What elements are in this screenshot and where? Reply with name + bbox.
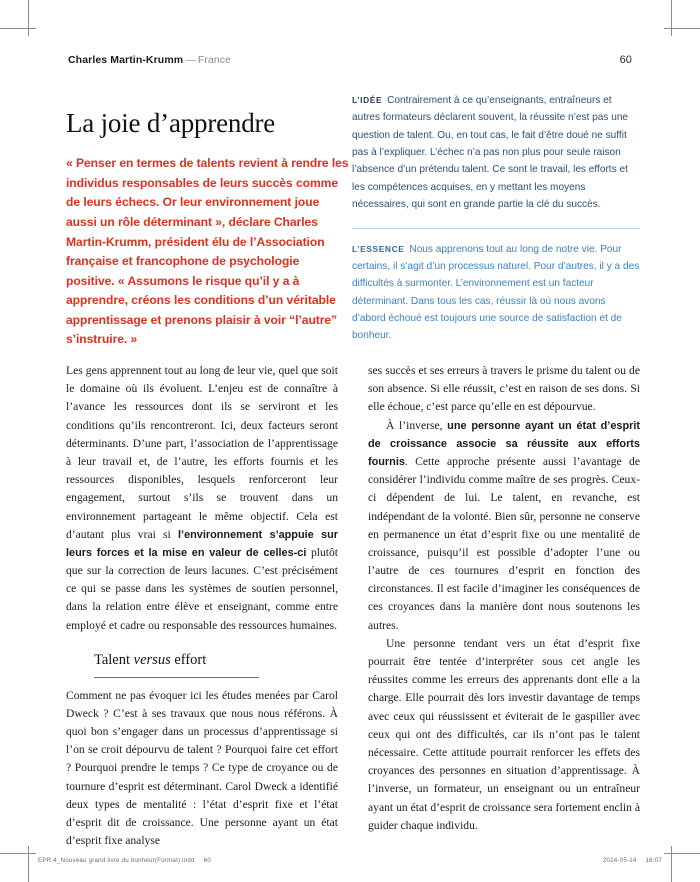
infobox-idee-paragraph [352, 92, 640, 214]
page-title: La joie d’apprendre [66, 108, 276, 138]
page-folio: 60 [619, 54, 632, 66]
paragraph-1-emphasis: l’environnement s’appuie sur leurs forces et la mise en valeur de celles-ci [66, 528, 339, 559]
paragraph-4 [368, 417, 640, 635]
infobox-essence-kicker: L’ESSENCE [352, 243, 405, 254]
running-head-left [68, 54, 231, 66]
crop-mark-bottom-right-vertical [671, 846, 672, 882]
crop-mark-top-right-vertical [671, 0, 672, 36]
paragraph-5: Une personne tendant vers un état d’esprit fixe pourrait être tentée d’interpréter sous cet angle les réussites comme les erreurs des apprenants dont elle a la charge. Elle pourrait dès lors investir davantage de temps avec ceux qui réussissent et éviterait de le gaspiller avec ceux qui ont des difficultés, car ils n’ont pas le talent nécessaire. Cette attitude pourrait renforcer les effets des croyances des personnes en situation d’apprentissage. À l’inverse, un formateur, un enseignant ou un entraîneur ayant un état d’esprit de croissance sera fortement enclin à guider chaque individu. [368, 636, 640, 832]
section-heading-part-a: Talent [94, 651, 134, 668]
print-slug [38, 857, 662, 864]
running-head [68, 54, 632, 70]
crop-mark-top-left-vertical [28, 0, 29, 36]
body-column-left [66, 362, 339, 848]
infobox-essence-paragraph [352, 241, 640, 345]
paragraph-4-part-a: À l’inverse, [386, 418, 448, 432]
running-head-author: Charles Martin-Krumm [68, 54, 184, 66]
section-heading-block [66, 649, 338, 678]
infobox-idee [352, 92, 640, 214]
paragraph-2: Comment ne pas évoquer ici les études menées par Carol Dweck ? C’est à ses travaux que nous nous référons. À quoi bon s’engager dans un processus d’apprentissage si l’on se croit dépourvu de talent ? Pourquoi faire cet effort ? Pourquoi prendre le temps ? Ce type de croyance ou de tournure d’esprit est déterminant. Carol Dweck a identifié deux types de mentalité : l’état d’esprit fixe et l’état d’esprit dit de croissance. Une personne ayant un état d’esprit fixe analyse [66, 688, 338, 848]
print-slug-page: 60 [203, 857, 211, 864]
running-head-dash: — [185, 54, 196, 66]
print-slug-time: 16:07 [645, 857, 662, 864]
crop-mark-bottom-left-horizontal [0, 853, 36, 854]
running-head-country: France [197, 54, 232, 66]
infobox-divider [352, 228, 640, 229]
paragraph-3: ses succès et ses erreurs à travers le prisme du talent ou de son absence. Si elle réussit, c’est en raison de ses dons. Si elle échoue, c’est parce qu’elle en est dépourvue. [368, 364, 640, 414]
crop-mark-top-right-horizontal [664, 28, 700, 29]
infobox-idee-kicker: L’IDÉE [352, 95, 383, 105]
article-standfirst: « Penser en termes de talents revient à rendre les individus responsables de leurs succès comme de leurs échecs. Or leur environnement joue aussi un rôle déterminant », déclare Charles Martin-Krumm, président élu de l’Association française et francophone de psychologie positive. « Assumons le risque qu’il y a à apprendre, créons les conditions d’un véritable apprentissage et prenons plaisir à voir “l’autre” s’instruire. » [66, 156, 349, 347]
print-slug-filename: EPR 4_Nouveau grand livre du bonheur(Format).indd [38, 857, 195, 864]
paragraph-4-emphasis: une personne ayant un état d’esprit de croissance associe sa réussite aux efforts fournis [368, 419, 640, 468]
crop-mark-top-left-horizontal [0, 28, 36, 29]
paragraph-1 [66, 362, 338, 635]
section-heading [94, 649, 338, 672]
infobox-essence [352, 241, 640, 345]
print-slug-right [594, 857, 662, 864]
paragraph-1-part-c: plutôt que sur la correction de leurs lacunes. C’est précisément ce qui se passe dans les systèmes de soutien personnel, dans la relation entre élève et enseignant, comme entre employé et cadre ou responsable des ressources humaines. [66, 545, 338, 632]
section-heading-rule [94, 677, 259, 678]
print-slug-left [38, 857, 220, 864]
body-columns [66, 362, 640, 848]
print-slug-date: 2024-05-14 [602, 857, 637, 864]
infobox-idee-text: Contrairement à ce qu’enseignants, entraîneurs et autres formateurs déclarent souvent, la réussite n’est pas une question de talent. Ou, en tout cas, le fait d’être doué ne suffit pas à l’expliquer. L’échec n’a pas non plus pour seule raison l’absence d’un prétendu talent. Ce sont le travail, les efforts et les compétences acquises, en y mettant les moyens nécessaires, qui sont en grande partie la clé du succès. [352, 95, 629, 211]
paragraph-1-part-a: Les gens apprennent tout au long de leur vie, quel que soit le domaine où ils évoluent. L’enjeu est de connaître à l’avance les ressources dont ils se serviront et les conditions qu’ils rencontreront. Ici, deux facteurs seront déterminants. D’une part, l’association de l’apprentissage à leur travail et, de l’autre, les efforts fournis et les ressources disponibles, lesquels renforceront leur engagement, surtout s’ils se trouvent dans un environnement partageant le même objectif. Cela est d’autant plus vrai si [66, 364, 338, 541]
article-header [66, 108, 349, 350]
infobox-essence-text: Nous apprenons tout au long de notre vie. Pour certains, il s’agit d’un processus naturel. Pour d’autres, il y a des difficultés à surmonter. L’environnement est un facteur déterminant. Dans tous les cas, réussir là où nous avons d’abord échoué est toujours une source de satisfaction et de bonheur. [352, 243, 640, 342]
body-column-right [368, 362, 640, 832]
sidebar-boxes [352, 92, 640, 345]
crop-mark-bottom-right-horizontal [664, 853, 700, 854]
section-heading-italic: versus [133, 651, 171, 668]
paragraph-4-part-c: . Cette approche présente aussi l’avantage de considérer l’individu comme maître de ses progrès. Ceux-ci dépendent de lui. Le talent, en revanche, est indépendant de la volonté. Bien sûr, personne ne conserve en permanence un état d’esprit fixe ou une mentalité de croissance, puisqu’il est possible d’adopter l’une ou l’autre de ces tournures d’esprit en fonction des circonstances. Il est facile d’imaginer les conséquences de ces croyances dans la manière dont nous soutenons les autres. [368, 454, 640, 632]
crop-mark-bottom-left-vertical [28, 846, 29, 882]
section-heading-part-b: effort [170, 651, 207, 668]
